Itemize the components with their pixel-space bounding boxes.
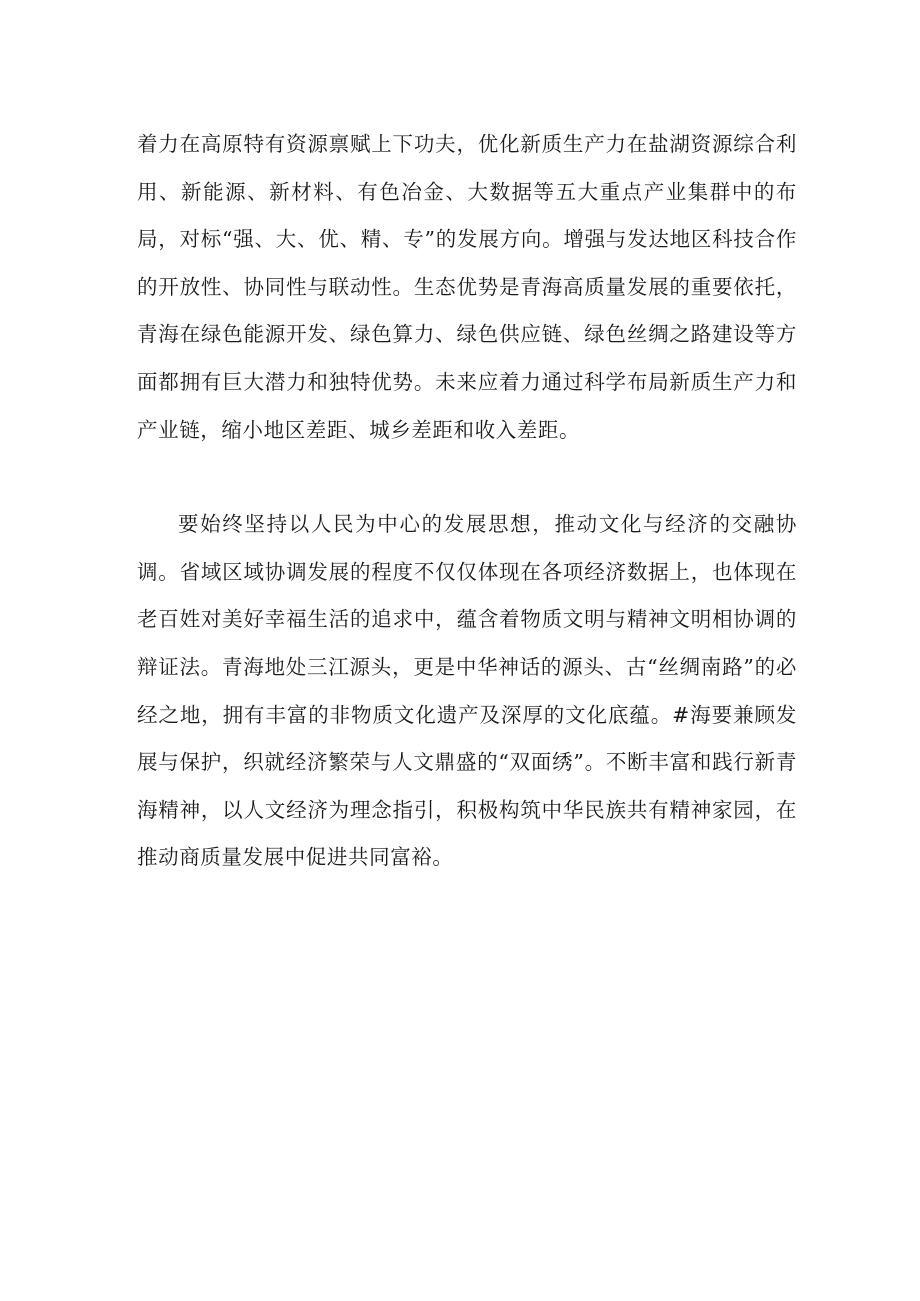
paragraph-2: 要始终坚持以人民为中心的发展思想，推动文化与经济的交融协调。省域区域协调发展的程度不仅仅体现在各项经济数据上，也体现在老百姓对美好幸福生活的追求中，蕴含着物质文明与精神文明相协调的辩证法。青海地处三江源头，更是中华神话的源头、古“丝绸南路”的必经之地，拥有丰富的非物质文化遗产及深厚的文化底蕴。#海要兼顾发展与保护，织就经济繁荣与人文鼎盛的“双面绣”。不断丰富和践行新青海精神，以人文经济为理念指引，积极构筑中华民族共有精神家园，在推动商质量发展中促进共同富裕。 (137, 512, 797, 870)
paragraph-1: 着力在高原特有资源禀赋上下功夫，优化新质生产力在盐湖资源综合利用、新能源、新材料、有色冶金、大数据等五大重点产业集群中的布局，对标“强、大、优、精、专”的发展方向。增强与发达地区科技合作的开放性、协同性与联动性。生态优势是青海高质量发展的重要依托，青海在绿色能源开发、绿色算力、绿色供应链、绿色丝绸之路建设等方面都拥有巨大潜力和独特优势。未来应着力通过科学布局新质生产力和产业链，缩小地区差距、城乡差距和收入差距。 (137, 132, 797, 442)
body-text (137, 121, 797, 882)
